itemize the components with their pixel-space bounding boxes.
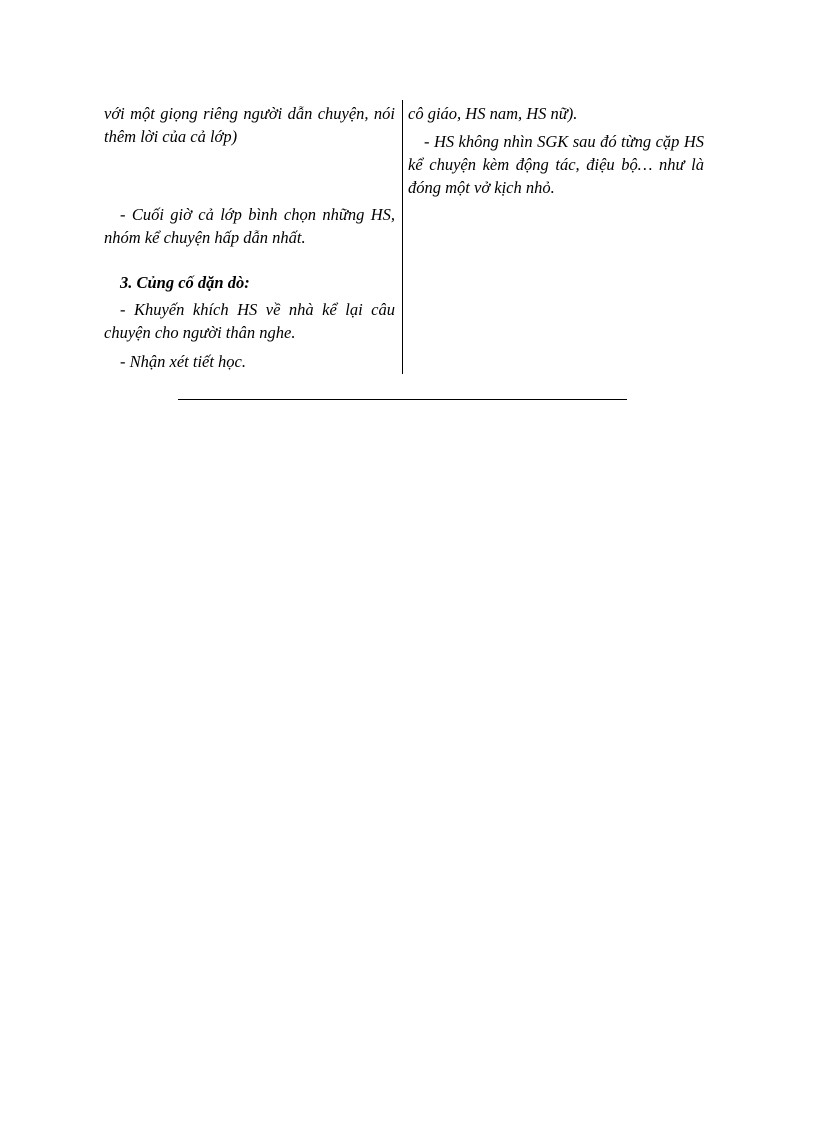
right-paragraph-storytelling: - HS không nhìn SGK sau đó từng cặp HS kể chuyện kèm động tác, điệu bộ… như là đóng một vở kịch nhỏ. [408, 132, 704, 197]
left-paragraph-vote: - Cuối giờ cả lớp bình chọn những HS, nhóm kể chuyện hấp dẫn nhất. [104, 205, 395, 247]
left-paragraph-continuation: với một giọng riêng người dẫn chuyện, nói thêm lời của cả lớp) [104, 104, 395, 146]
right-paragraph-continuation: cô giáo, HS nam, HS nữ). [408, 104, 578, 123]
teacher-activities-column [104, 100, 395, 374]
lesson-table [104, 100, 704, 374]
student-activities-column [408, 100, 704, 374]
section-heading-consolidation: 3. Củng cố dặn dò: [120, 273, 250, 292]
column-divider [402, 100, 403, 374]
left-paragraph-review: - Nhận xét tiết học. [120, 352, 247, 371]
left-paragraph-encourage: - Khuyến khích HS về nhà kể lại câu chuyện cho người thân nghe. [104, 300, 395, 342]
end-horizontal-rule [178, 399, 627, 400]
